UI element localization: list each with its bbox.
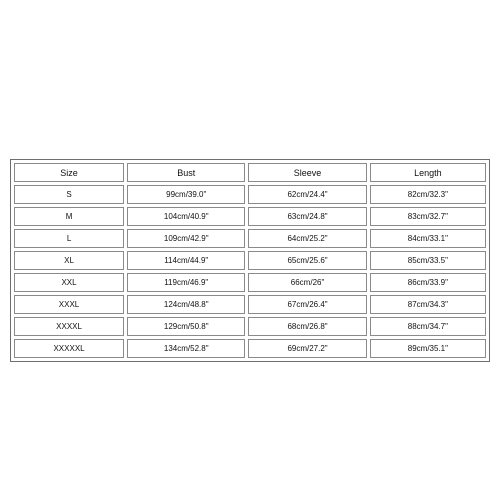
sleeve-cell: 67cm/26.4" <box>248 295 366 314</box>
sleeve-cell: 69cm/27.2" <box>248 339 366 358</box>
length-cell: 84cm/33.1" <box>370 229 486 248</box>
length-cell: 85cm/33.5" <box>370 251 486 270</box>
length-cell: 88cm/34.7" <box>370 317 486 336</box>
size-cell: L <box>14 229 124 248</box>
size-cell: M <box>14 207 124 226</box>
header-bust: Bust <box>127 163 245 182</box>
bust-cell: 99cm/39.0" <box>127 185 245 204</box>
size-chart-header <box>14 163 486 182</box>
bust-cell: 114cm/44.9" <box>127 251 245 270</box>
bust-cell: 109cm/42.9" <box>127 229 245 248</box>
header-size: Size <box>14 163 124 182</box>
size-cell: XXXL <box>14 295 124 314</box>
size-cell: XL <box>14 251 124 270</box>
sleeve-cell: 66cm/26" <box>248 273 366 292</box>
header-row <box>14 163 486 182</box>
table-row <box>14 185 486 204</box>
length-cell: 86cm/33.9" <box>370 273 486 292</box>
size-chart-body <box>14 185 486 358</box>
table-row <box>14 207 486 226</box>
table-row <box>14 251 486 270</box>
table-row <box>14 317 486 336</box>
header-sleeve: Sleeve <box>248 163 366 182</box>
length-cell: 89cm/35.1" <box>370 339 486 358</box>
header-length: Length <box>370 163 486 182</box>
bust-cell: 104cm/40.9" <box>127 207 245 226</box>
sleeve-cell: 68cm/26.8" <box>248 317 366 336</box>
size-cell: XXXXL <box>14 317 124 336</box>
sleeve-cell: 65cm/25.6" <box>248 251 366 270</box>
sleeve-cell: 62cm/24.4" <box>248 185 366 204</box>
sleeve-cell: 64cm/25.2" <box>248 229 366 248</box>
bust-cell: 119cm/46.9" <box>127 273 245 292</box>
bust-cell: 124cm/48.8" <box>127 295 245 314</box>
table-row <box>14 273 486 292</box>
length-cell: 87cm/34.3" <box>370 295 486 314</box>
table-row <box>14 229 486 248</box>
table-row <box>14 339 486 358</box>
bust-cell: 134cm/52.8" <box>127 339 245 358</box>
size-cell: XXL <box>14 273 124 292</box>
length-cell: 83cm/32.7" <box>370 207 486 226</box>
size-cell: XXXXXL <box>14 339 124 358</box>
size-cell: S <box>14 185 124 204</box>
size-chart-table <box>10 159 490 362</box>
table-row <box>14 295 486 314</box>
bust-cell: 129cm/50.8" <box>127 317 245 336</box>
length-cell: 82cm/32.3" <box>370 185 486 204</box>
sleeve-cell: 63cm/24.8" <box>248 207 366 226</box>
